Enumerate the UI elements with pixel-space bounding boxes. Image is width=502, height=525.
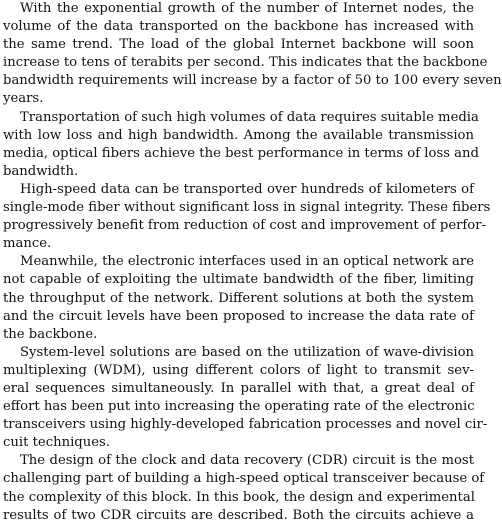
paragraph bbox=[3, 253, 474, 343]
text-line: mance. bbox=[3, 236, 52, 252]
text-line: the throughput of the network. Different solutions at both the system bbox=[3, 290, 474, 306]
document-page bbox=[3, 0, 502, 523]
text-line: eral sequences simultaneously. In parallel with that, a great deal of bbox=[3, 380, 474, 396]
text-line: results of two CDR circuits are described. Both the circuits achieve a bbox=[3, 507, 474, 523]
text-line: increase to tens of terabits per second. This indicates that the backbone bbox=[3, 55, 488, 71]
text-line: bandwidth requirements will increase by a factor of 50 to 100 every seven bbox=[3, 73, 502, 89]
text-line: single-mode fiber without significant loss in signal integrity. These fibers bbox=[3, 200, 491, 216]
text-line: challenging part of building a high-speed optical transceiver because of bbox=[3, 471, 485, 487]
text-line: Meanwhile, the electronic interfaces used in an optical network are bbox=[20, 254, 474, 270]
text-line: multiplexing (WDM), using different colors of light to transmit sev- bbox=[3, 362, 474, 378]
paragraph bbox=[3, 0, 502, 109]
text-line: progressively benefit from reduction of cost and improvement of perfor- bbox=[3, 218, 487, 234]
text-line: not capable of exploiting the ultimate bandwidth of the fiber, limiting bbox=[3, 272, 474, 288]
text-line: bandwidth. bbox=[3, 163, 79, 179]
text-line: the backbone. bbox=[3, 326, 98, 342]
text-line: cuit techniques. bbox=[3, 435, 110, 451]
text-line: media, optical fibers achieve the best performance in terms of loss and bbox=[3, 145, 479, 161]
text-line: System-level solutions are based on the utilization of wave-division bbox=[20, 344, 474, 360]
text-line: The design of the clock and data recovery (CDR) circuit is the most bbox=[20, 453, 474, 469]
text-line: Transportation of such high volumes of data requires suitable media bbox=[20, 109, 479, 125]
text-line: the same trend. The load of the global Internet backbone will soon bbox=[3, 37, 474, 53]
text-line: effort has been put into increasing the operating rate of the electronic bbox=[3, 399, 475, 415]
text-line: High-speed data can be transported over hundreds of kilometers of bbox=[20, 181, 474, 197]
text-line: With the exponential growth of the number of Internet nodes, the bbox=[20, 1, 474, 16]
text-line: volume of the data transported on the backbone has increased with bbox=[3, 19, 474, 35]
text-line: the complexity of this block. In this book, the design and experimental bbox=[3, 489, 475, 505]
paragraph bbox=[3, 452, 485, 524]
paragraph bbox=[3, 109, 479, 181]
text-line: years. bbox=[3, 91, 44, 107]
paragraph bbox=[3, 344, 488, 453]
text-line: with low loss and high bandwidth. Among the available transmission bbox=[3, 127, 474, 143]
paragraph bbox=[3, 181, 491, 253]
text-line: and the circuit levels have been proposed to increase the data rate of bbox=[3, 308, 474, 324]
text-line: transceivers using highly-developed fabrication processes and novel cir- bbox=[3, 417, 488, 433]
